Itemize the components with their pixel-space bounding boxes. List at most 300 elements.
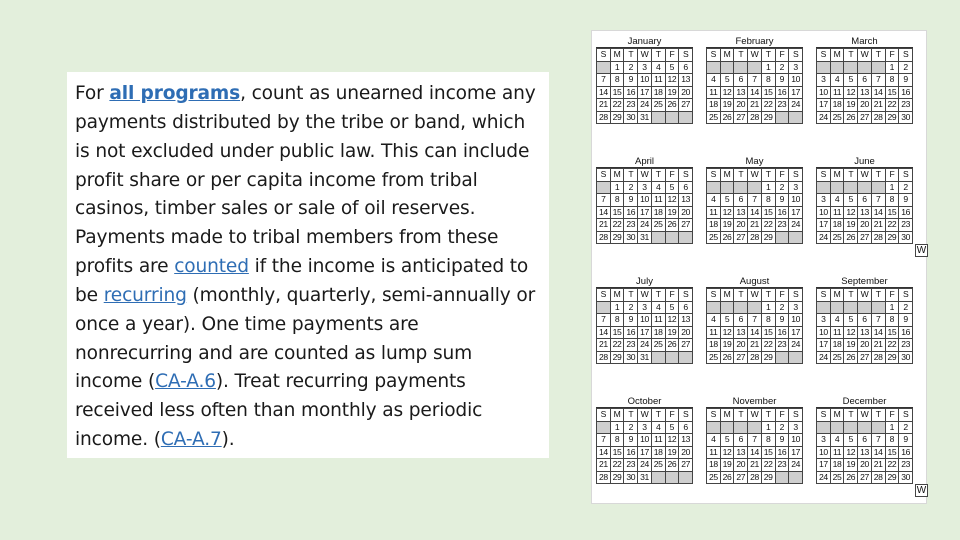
day-cell: 20 bbox=[734, 219, 748, 232]
weekday-header: F bbox=[775, 169, 789, 182]
day-cell: 19 bbox=[844, 99, 858, 112]
day-cell: 17 bbox=[789, 206, 803, 219]
day-cell: 12 bbox=[720, 86, 734, 99]
day-cell: 25 bbox=[651, 99, 665, 112]
day-cell: 24 bbox=[817, 351, 831, 364]
day-cell: 20 bbox=[679, 86, 693, 99]
day-cell bbox=[734, 421, 748, 434]
day-cell: 9 bbox=[775, 194, 789, 207]
day-cell: 30 bbox=[899, 111, 913, 124]
day-cell: 14 bbox=[597, 326, 611, 339]
day-cell: 2 bbox=[899, 181, 913, 194]
day-cell: 5 bbox=[844, 434, 858, 447]
day-cell: 3 bbox=[789, 301, 803, 314]
day-cell: 22 bbox=[885, 459, 899, 472]
weekday-header: S bbox=[707, 169, 721, 182]
day-cell: 25 bbox=[707, 471, 721, 484]
day-cell bbox=[665, 471, 679, 484]
day-cell: 24 bbox=[638, 219, 652, 232]
day-cell: 16 bbox=[899, 326, 913, 339]
day-cell: 1 bbox=[885, 421, 899, 434]
day-cell: 24 bbox=[817, 471, 831, 484]
day-cell: 3 bbox=[817, 314, 831, 327]
day-cell: 10 bbox=[789, 434, 803, 447]
day-cell: 15 bbox=[885, 86, 899, 99]
day-cell: 11 bbox=[830, 86, 844, 99]
day-cell: 1 bbox=[761, 421, 775, 434]
day-cell bbox=[679, 231, 693, 244]
day-cell: 22 bbox=[761, 219, 775, 232]
day-cell: 29 bbox=[761, 471, 775, 484]
day-cell: 23 bbox=[899, 339, 913, 352]
weekday-header: W bbox=[858, 169, 872, 182]
weekday-header: T bbox=[761, 49, 775, 62]
day-cell: 12 bbox=[665, 434, 679, 447]
month-october bbox=[596, 396, 693, 484]
day-cell: 14 bbox=[748, 446, 762, 459]
day-cell bbox=[775, 111, 789, 124]
day-cell: 23 bbox=[775, 219, 789, 232]
weekday-header: F bbox=[885, 169, 899, 182]
day-cell: 12 bbox=[844, 86, 858, 99]
day-cell: 18 bbox=[830, 219, 844, 232]
day-cell: 4 bbox=[707, 74, 721, 87]
link-ca-a-6[interactable]: CA-A.6 bbox=[155, 371, 216, 393]
day-cell: 21 bbox=[748, 99, 762, 112]
day-cell: 4 bbox=[707, 434, 721, 447]
link-all-programs[interactable]: all programs bbox=[109, 83, 241, 104]
day-cell: 15 bbox=[610, 446, 624, 459]
day-cell: 13 bbox=[858, 206, 872, 219]
text-segment: if the income is anticipated to be bbox=[75, 256, 529, 306]
june-week-marker: W bbox=[916, 245, 927, 256]
day-cell: 19 bbox=[720, 219, 734, 232]
weekday-header: M bbox=[720, 409, 734, 422]
day-cell: 25 bbox=[707, 111, 721, 124]
day-cell: 18 bbox=[830, 99, 844, 112]
day-cell: 3 bbox=[789, 421, 803, 434]
day-cell: 18 bbox=[707, 99, 721, 112]
day-cell: 15 bbox=[885, 206, 899, 219]
day-cell: 12 bbox=[665, 314, 679, 327]
weekday-header: S bbox=[817, 289, 831, 302]
day-cell: 26 bbox=[720, 471, 734, 484]
day-cell: 12 bbox=[844, 206, 858, 219]
day-cell: 19 bbox=[665, 326, 679, 339]
day-cell: 28 bbox=[748, 231, 762, 244]
month-may bbox=[706, 156, 803, 244]
day-cell: 16 bbox=[899, 446, 913, 459]
day-cell: 7 bbox=[597, 434, 611, 447]
day-cell bbox=[871, 421, 885, 434]
day-cell: 27 bbox=[734, 351, 748, 364]
day-cell: 11 bbox=[651, 434, 665, 447]
day-cell: 22 bbox=[761, 459, 775, 472]
day-cell: 16 bbox=[899, 86, 913, 99]
day-cell: 6 bbox=[734, 314, 748, 327]
day-cell bbox=[734, 301, 748, 314]
weekday-header: T bbox=[844, 409, 858, 422]
day-cell: 4 bbox=[651, 421, 665, 434]
day-cell: 23 bbox=[899, 459, 913, 472]
day-cell: 3 bbox=[638, 181, 652, 194]
day-cell: 5 bbox=[665, 301, 679, 314]
day-cell: 28 bbox=[871, 351, 885, 364]
weekday-header: T bbox=[844, 49, 858, 62]
day-cell bbox=[830, 181, 844, 194]
day-cell: 16 bbox=[624, 446, 638, 459]
day-cell: 23 bbox=[775, 339, 789, 352]
weekday-header: T bbox=[844, 169, 858, 182]
day-cell: 8 bbox=[610, 434, 624, 447]
day-cell bbox=[651, 231, 665, 244]
day-cell: 9 bbox=[899, 434, 913, 447]
day-cell: 6 bbox=[679, 421, 693, 434]
day-cell: 11 bbox=[707, 446, 721, 459]
month-january bbox=[596, 36, 693, 124]
day-cell: 24 bbox=[789, 339, 803, 352]
day-cell: 28 bbox=[748, 351, 762, 364]
day-cell: 19 bbox=[720, 99, 734, 112]
day-cell: 17 bbox=[638, 326, 652, 339]
day-cell bbox=[665, 111, 679, 124]
day-cell: 25 bbox=[830, 471, 844, 484]
weekday-header: T bbox=[624, 169, 638, 182]
day-cell: 15 bbox=[761, 206, 775, 219]
month-grid bbox=[596, 408, 693, 484]
day-cell: 9 bbox=[899, 314, 913, 327]
day-cell: 8 bbox=[885, 194, 899, 207]
day-cell: 29 bbox=[610, 471, 624, 484]
day-cell: 26 bbox=[720, 351, 734, 364]
day-cell bbox=[707, 181, 721, 194]
weekday-header: M bbox=[610, 169, 624, 182]
day-cell: 15 bbox=[610, 86, 624, 99]
day-cell: 30 bbox=[899, 471, 913, 484]
day-cell: 14 bbox=[871, 206, 885, 219]
day-cell: 4 bbox=[830, 194, 844, 207]
day-cell: 11 bbox=[830, 326, 844, 339]
link-counted[interactable]: counted bbox=[174, 256, 249, 278]
day-cell: 21 bbox=[748, 219, 762, 232]
day-cell: 24 bbox=[789, 99, 803, 112]
day-cell bbox=[830, 421, 844, 434]
day-cell: 4 bbox=[707, 194, 721, 207]
weekday-header: T bbox=[871, 409, 885, 422]
day-cell bbox=[720, 421, 734, 434]
day-cell: 17 bbox=[638, 206, 652, 219]
day-cell: 14 bbox=[597, 206, 611, 219]
day-cell bbox=[789, 111, 803, 124]
day-cell: 7 bbox=[597, 314, 611, 327]
day-cell: 4 bbox=[830, 74, 844, 87]
day-cell: 9 bbox=[899, 74, 913, 87]
day-cell: 12 bbox=[720, 206, 734, 219]
text-segment: For bbox=[75, 83, 110, 104]
day-cell: 7 bbox=[748, 434, 762, 447]
day-cell: 26 bbox=[665, 219, 679, 232]
weekday-header: S bbox=[679, 409, 693, 422]
month-name: May bbox=[706, 156, 803, 168]
day-cell: 30 bbox=[624, 351, 638, 364]
day-cell: 9 bbox=[624, 74, 638, 87]
weekday-header: W bbox=[858, 49, 872, 62]
month-name: April bbox=[596, 156, 693, 168]
day-cell bbox=[748, 301, 762, 314]
day-cell: 3 bbox=[817, 194, 831, 207]
day-cell: 23 bbox=[775, 459, 789, 472]
day-cell: 6 bbox=[679, 301, 693, 314]
day-cell: 21 bbox=[597, 459, 611, 472]
text-segment: ). Treat recurring payments received less often than monthly as periodic income. ( bbox=[75, 371, 483, 451]
day-cell: 28 bbox=[748, 111, 762, 124]
day-cell bbox=[707, 61, 721, 74]
day-cell bbox=[748, 421, 762, 434]
day-cell: 20 bbox=[679, 446, 693, 459]
day-cell: 5 bbox=[665, 61, 679, 74]
day-cell: 8 bbox=[885, 74, 899, 87]
day-cell: 18 bbox=[707, 459, 721, 472]
day-cell: 28 bbox=[597, 471, 611, 484]
weekday-header: T bbox=[624, 49, 638, 62]
weekday-header: F bbox=[665, 49, 679, 62]
day-cell: 24 bbox=[817, 231, 831, 244]
day-cell: 28 bbox=[871, 471, 885, 484]
day-cell: 9 bbox=[775, 314, 789, 327]
day-cell bbox=[858, 301, 872, 314]
day-cell: 10 bbox=[638, 434, 652, 447]
day-cell: 11 bbox=[707, 326, 721, 339]
day-cell bbox=[707, 421, 721, 434]
text-segment: , count as unearned income any payments distributed by the tribe or band, which is not excluded under public law. This can include profit share or per capita income from tribal casinos, timber sales or sale of oil reserves. Payments made to tribal members from these profits are bbox=[75, 83, 536, 278]
month-september bbox=[816, 276, 913, 364]
day-cell bbox=[775, 231, 789, 244]
month-name: September bbox=[816, 276, 913, 288]
day-cell: 21 bbox=[748, 339, 762, 352]
day-cell bbox=[597, 181, 611, 194]
month-grid bbox=[596, 168, 693, 244]
day-cell: 23 bbox=[624, 339, 638, 352]
day-cell: 19 bbox=[720, 339, 734, 352]
day-cell: 13 bbox=[858, 326, 872, 339]
day-cell: 13 bbox=[679, 314, 693, 327]
day-cell: 18 bbox=[707, 219, 721, 232]
day-cell: 8 bbox=[761, 194, 775, 207]
day-cell: 21 bbox=[871, 99, 885, 112]
day-cell: 29 bbox=[761, 351, 775, 364]
day-cell: 20 bbox=[858, 459, 872, 472]
month-name: March bbox=[816, 36, 913, 48]
day-cell: 26 bbox=[665, 459, 679, 472]
day-cell: 24 bbox=[638, 339, 652, 352]
day-cell bbox=[734, 181, 748, 194]
day-cell bbox=[748, 61, 762, 74]
day-cell: 29 bbox=[610, 351, 624, 364]
day-cell: 21 bbox=[871, 339, 885, 352]
day-cell bbox=[679, 111, 693, 124]
day-cell: 20 bbox=[679, 206, 693, 219]
month-june bbox=[816, 156, 913, 244]
day-cell: 14 bbox=[871, 446, 885, 459]
day-cell bbox=[789, 231, 803, 244]
day-cell: 16 bbox=[775, 206, 789, 219]
day-cell: 11 bbox=[651, 194, 665, 207]
day-cell: 27 bbox=[679, 459, 693, 472]
day-cell: 15 bbox=[761, 86, 775, 99]
weekday-header: F bbox=[885, 409, 899, 422]
day-cell: 10 bbox=[638, 74, 652, 87]
day-cell: 18 bbox=[651, 446, 665, 459]
day-cell: 9 bbox=[624, 194, 638, 207]
day-cell: 1 bbox=[761, 301, 775, 314]
day-cell: 16 bbox=[775, 446, 789, 459]
day-cell: 18 bbox=[651, 326, 665, 339]
weekday-header: T bbox=[734, 289, 748, 302]
weekday-header: S bbox=[899, 49, 913, 62]
weekday-header: S bbox=[789, 409, 803, 422]
month-name: December bbox=[816, 396, 913, 408]
weekday-header: S bbox=[817, 49, 831, 62]
day-cell: 3 bbox=[789, 61, 803, 74]
day-cell bbox=[858, 61, 872, 74]
day-cell: 17 bbox=[789, 86, 803, 99]
day-cell: 6 bbox=[858, 314, 872, 327]
day-cell: 26 bbox=[844, 471, 858, 484]
day-cell: 5 bbox=[720, 434, 734, 447]
policy-text-box bbox=[67, 72, 549, 458]
day-cell: 19 bbox=[844, 339, 858, 352]
day-cell: 8 bbox=[761, 74, 775, 87]
day-cell: 9 bbox=[775, 434, 789, 447]
day-cell bbox=[871, 301, 885, 314]
day-cell: 30 bbox=[624, 231, 638, 244]
weekday-header: F bbox=[665, 289, 679, 302]
day-cell bbox=[844, 301, 858, 314]
weekday-header: T bbox=[651, 289, 665, 302]
weekday-header: T bbox=[761, 409, 775, 422]
day-cell: 13 bbox=[734, 446, 748, 459]
day-cell: 16 bbox=[775, 86, 789, 99]
day-cell: 22 bbox=[610, 99, 624, 112]
month-march bbox=[816, 36, 913, 124]
day-cell: 7 bbox=[748, 194, 762, 207]
day-cell: 19 bbox=[844, 459, 858, 472]
weekday-header: M bbox=[610, 409, 624, 422]
weekday-header: M bbox=[720, 169, 734, 182]
day-cell: 16 bbox=[624, 206, 638, 219]
day-cell: 2 bbox=[624, 421, 638, 434]
day-cell: 27 bbox=[679, 219, 693, 232]
weekday-header: F bbox=[885, 289, 899, 302]
weekday-header: F bbox=[775, 409, 789, 422]
month-grid bbox=[596, 48, 693, 124]
day-cell: 22 bbox=[761, 339, 775, 352]
day-cell bbox=[817, 61, 831, 74]
day-cell: 24 bbox=[789, 459, 803, 472]
day-cell: 17 bbox=[817, 219, 831, 232]
day-cell: 1 bbox=[885, 181, 899, 194]
weekday-header: W bbox=[638, 49, 652, 62]
month-grid bbox=[706, 48, 803, 124]
day-cell: 23 bbox=[624, 99, 638, 112]
day-cell bbox=[789, 351, 803, 364]
day-cell bbox=[830, 61, 844, 74]
day-cell: 3 bbox=[638, 301, 652, 314]
day-cell: 15 bbox=[885, 446, 899, 459]
day-cell bbox=[817, 421, 831, 434]
day-cell: 19 bbox=[665, 446, 679, 459]
weekday-header: T bbox=[624, 409, 638, 422]
weekday-header: S bbox=[789, 169, 803, 182]
weekday-header: S bbox=[679, 49, 693, 62]
weekday-header: S bbox=[597, 409, 611, 422]
day-cell: 27 bbox=[734, 111, 748, 124]
day-cell: 1 bbox=[610, 421, 624, 434]
link-ca-a-7[interactable]: CA-A.7 bbox=[160, 429, 222, 451]
weekday-header: W bbox=[858, 289, 872, 302]
day-cell: 29 bbox=[610, 231, 624, 244]
weekday-header: S bbox=[899, 169, 913, 182]
day-cell: 25 bbox=[707, 351, 721, 364]
day-cell: 1 bbox=[885, 61, 899, 74]
day-cell: 14 bbox=[871, 326, 885, 339]
day-cell: 9 bbox=[775, 74, 789, 87]
weekday-header: S bbox=[597, 49, 611, 62]
day-cell: 6 bbox=[679, 181, 693, 194]
day-cell: 23 bbox=[775, 99, 789, 112]
day-cell: 22 bbox=[761, 99, 775, 112]
day-cell: 2 bbox=[899, 61, 913, 74]
day-cell: 8 bbox=[610, 194, 624, 207]
day-cell: 7 bbox=[871, 74, 885, 87]
day-cell: 4 bbox=[651, 61, 665, 74]
weekday-header: T bbox=[871, 169, 885, 182]
day-cell: 2 bbox=[775, 301, 789, 314]
day-cell: 27 bbox=[679, 339, 693, 352]
day-cell: 26 bbox=[844, 231, 858, 244]
day-cell: 29 bbox=[885, 111, 899, 124]
day-cell: 17 bbox=[789, 326, 803, 339]
day-cell: 3 bbox=[789, 181, 803, 194]
day-cell bbox=[748, 181, 762, 194]
day-cell: 25 bbox=[830, 351, 844, 364]
day-cell: 8 bbox=[885, 434, 899, 447]
day-cell: 5 bbox=[665, 181, 679, 194]
day-cell: 20 bbox=[858, 339, 872, 352]
day-cell: 22 bbox=[610, 339, 624, 352]
day-cell bbox=[679, 471, 693, 484]
day-cell: 3 bbox=[817, 434, 831, 447]
weekday-header: W bbox=[638, 169, 652, 182]
day-cell: 28 bbox=[597, 351, 611, 364]
month-name: June bbox=[816, 156, 913, 168]
day-cell: 8 bbox=[885, 314, 899, 327]
weekday-header: T bbox=[761, 169, 775, 182]
day-cell: 17 bbox=[638, 86, 652, 99]
day-cell: 26 bbox=[844, 111, 858, 124]
day-cell bbox=[830, 301, 844, 314]
day-cell: 8 bbox=[610, 314, 624, 327]
link-recurring[interactable]: recurring bbox=[103, 284, 187, 306]
day-cell: 11 bbox=[707, 206, 721, 219]
month-name: August bbox=[706, 276, 803, 288]
day-cell bbox=[651, 471, 665, 484]
day-cell: 17 bbox=[817, 339, 831, 352]
day-cell: 18 bbox=[830, 459, 844, 472]
month-grid bbox=[816, 288, 913, 364]
day-cell: 14 bbox=[748, 86, 762, 99]
day-cell: 21 bbox=[597, 99, 611, 112]
